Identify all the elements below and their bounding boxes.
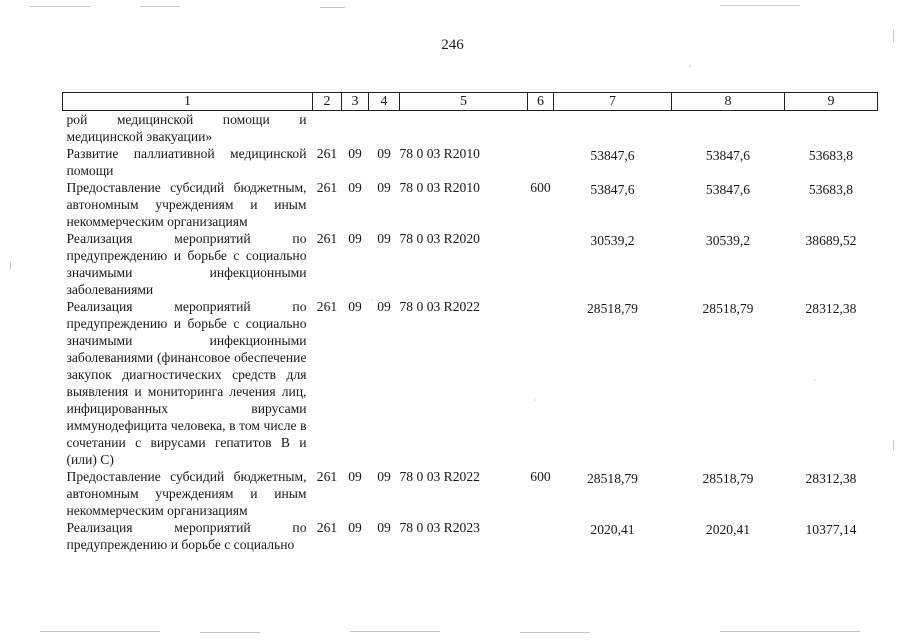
row-code-6: 600 <box>530 180 551 195</box>
row-code-4: 09 <box>377 180 391 195</box>
table-row <box>63 468 878 519</box>
table-row <box>63 230 878 298</box>
row-name: Реализация мероприятий по предупреждению и борьбе с социально <box>66 520 307 552</box>
row-code-4: 09 <box>377 469 391 484</box>
row-name: Развитие паллиативной медицинской помощи <box>66 146 307 178</box>
row-code-4 <box>369 111 400 146</box>
row-code-2: 261 <box>316 231 338 246</box>
row-code-6 <box>528 230 554 298</box>
row-code-2: 261 <box>316 469 338 484</box>
row-value-8: 53847,6 <box>705 148 751 163</box>
row-value-9 <box>785 111 878 146</box>
column-header: 6 <box>528 93 554 111</box>
row-code-2: 261 <box>316 146 338 161</box>
row-code-3: 09 <box>348 180 362 195</box>
table-row <box>63 111 878 146</box>
row-value-7: 2020,41 <box>590 522 635 537</box>
row-code-4: 09 <box>377 146 391 161</box>
row-code-5: 78 0 03 R2010 <box>399 146 480 161</box>
table-row <box>63 519 878 553</box>
row-value-9: 28312,38 <box>805 301 857 316</box>
table-row <box>63 179 878 230</box>
row-name: рой медицинской помощи и медицинской эвакуации» <box>66 112 307 144</box>
row-code-4: 09 <box>377 231 391 246</box>
row-value-9: 53683,8 <box>808 148 854 163</box>
row-value-7: 30539,2 <box>590 233 635 248</box>
row-value-8: 28518,79 <box>702 471 754 486</box>
column-header: 4 <box>369 93 400 111</box>
table-row <box>63 298 878 468</box>
row-code-3: 09 <box>348 520 362 535</box>
row-code-3: 09 <box>348 299 362 314</box>
row-code-3: 09 <box>348 231 362 246</box>
column-header: 1 <box>63 93 313 111</box>
row-code-3 <box>342 111 369 146</box>
row-name: Предоставление субсидий бюджетным, автономным учреждениям и иным некоммерческим организациям <box>66 469 307 518</box>
row-value-8: 53847,6 <box>705 182 751 197</box>
row-value-8: 28518,79 <box>702 301 754 316</box>
row-code-2 <box>313 111 342 146</box>
row-code-5: 78 0 03 R2023 <box>399 520 480 535</box>
row-code-6 <box>528 519 554 553</box>
row-name: Реализация мероприятий по предупреждению и борьбе с социально значимыми инфекционными заболеваниями <box>66 231 307 297</box>
row-code-6 <box>528 145 554 179</box>
row-value-8 <box>672 111 785 146</box>
row-code-6: 600 <box>530 469 551 484</box>
row-code-4: 09 <box>377 520 391 535</box>
row-code-3: 09 <box>348 146 362 161</box>
row-code-3: 09 <box>348 469 362 484</box>
table-row <box>63 145 878 179</box>
row-value-9: 28312,38 <box>805 471 857 486</box>
row-value-8: 30539,2 <box>705 233 751 248</box>
column-header: 8 <box>672 93 785 111</box>
row-value-9: 38689,52 <box>805 233 857 248</box>
row-value-9: 53683,8 <box>808 182 854 197</box>
row-value-7: 53847,6 <box>590 148 635 163</box>
row-code-2: 261 <box>316 299 338 314</box>
row-value-7: 28518,79 <box>587 301 638 316</box>
row-code-5 <box>400 111 528 146</box>
row-code-2: 261 <box>316 180 338 195</box>
column-header: 5 <box>400 93 528 111</box>
row-code-4: 09 <box>377 299 391 314</box>
column-header: 2 <box>313 93 342 111</box>
budget-table <box>62 92 878 553</box>
row-name: Реализация мероприятий по предупреждению и борьбе с социально значимыми инфекционными заболеваниями (финансовое обеспечение закупок диагностических средств для выявления и мониторинга лечения лиц, инфицированных вирусами иммунодефицита человека, в том числе в сочетании с вирусами гепатитов В и (или) С) <box>66 299 307 467</box>
row-code-5: 78 0 03 R2020 <box>399 231 480 246</box>
column-header: 7 <box>554 93 672 111</box>
row-value-8: 2020,41 <box>705 522 751 537</box>
row-value-7 <box>554 111 672 146</box>
column-header: 3 <box>342 93 369 111</box>
row-code-6 <box>528 111 554 146</box>
row-name: Предоставление субсидий бюджетным, автономным учреждениям и иным некоммерческим организациям <box>66 180 307 229</box>
page-number: 246 <box>441 37 464 53</box>
column-header: 9 <box>785 93 878 111</box>
row-value-7: 53847,6 <box>590 182 635 197</box>
row-code-5: 78 0 03 R2010 <box>399 180 480 195</box>
row-code-2: 261 <box>316 520 338 535</box>
row-code-5: 78 0 03 R2022 <box>399 299 480 314</box>
row-value-9: 10377,14 <box>805 522 857 537</box>
row-code-5: 78 0 03 R2022 <box>399 469 480 484</box>
row-value-7: 28518,79 <box>587 471 638 486</box>
header-row <box>63 93 878 111</box>
row-code-6 <box>528 298 554 468</box>
